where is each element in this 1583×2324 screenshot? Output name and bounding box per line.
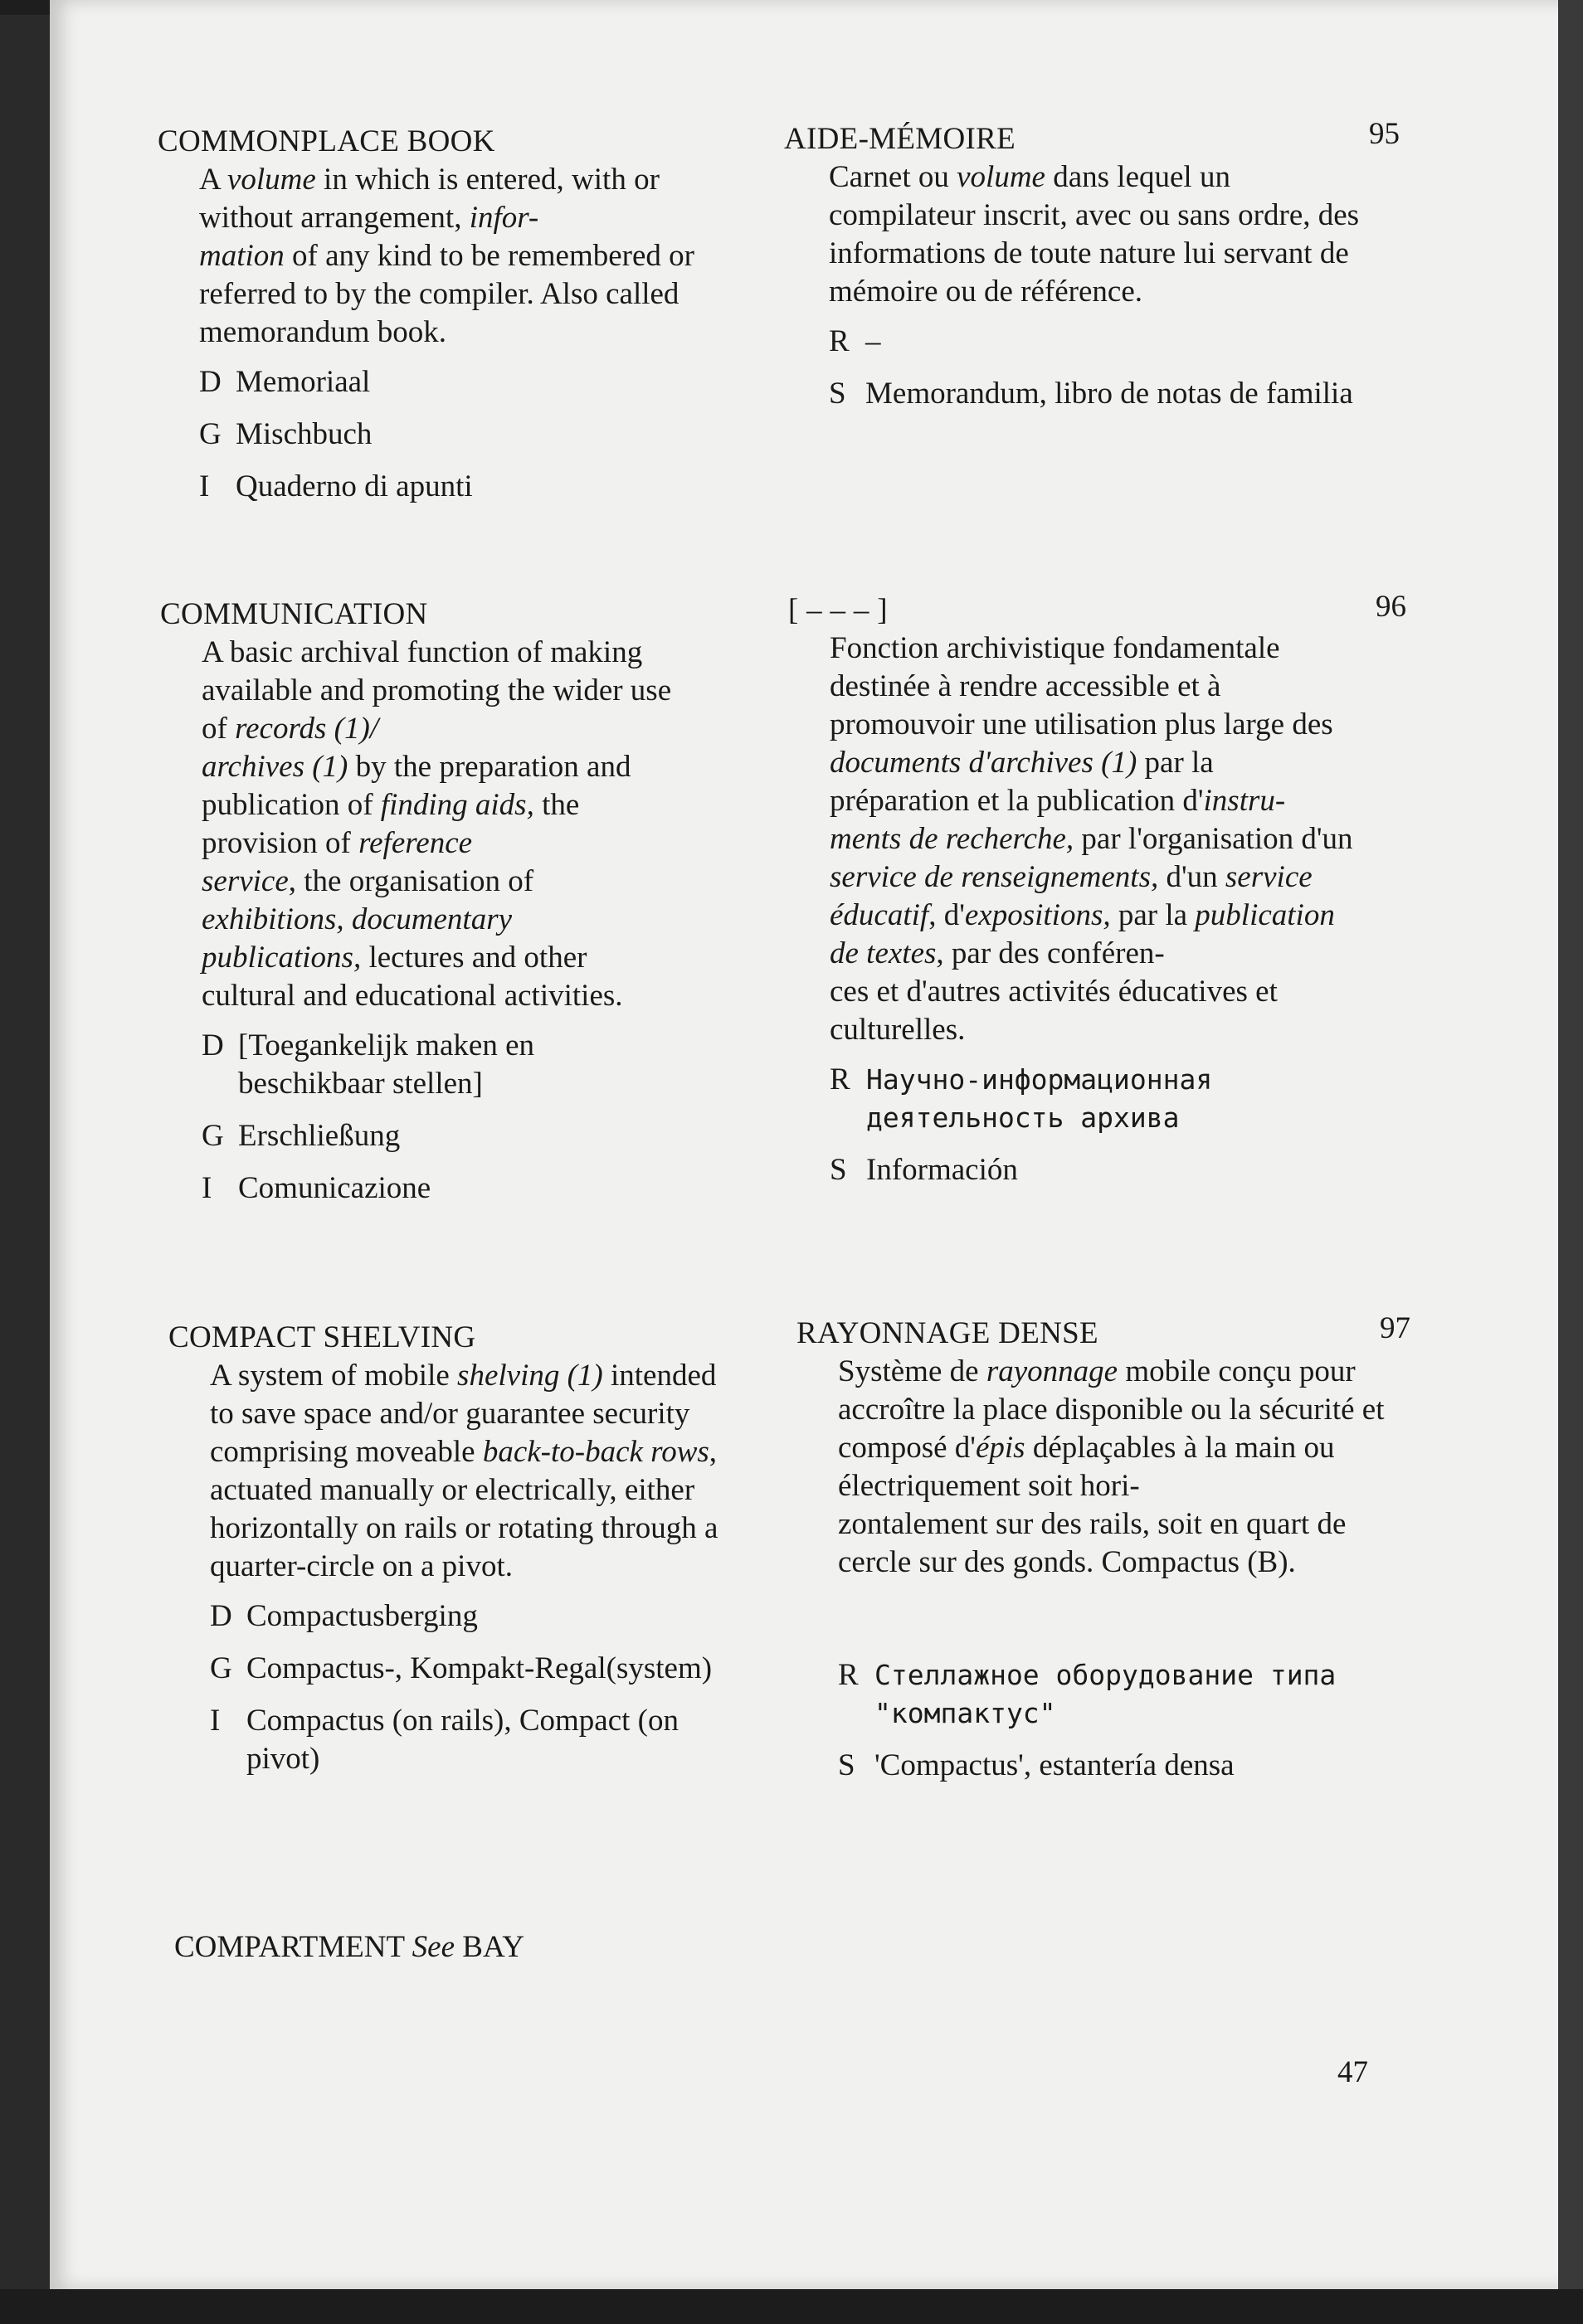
entry-95-french [784, 120, 1415, 427]
translation-text: Mischbuch [236, 417, 373, 451]
translations-communication-french [830, 1061, 1361, 1189]
translation-row [830, 1061, 1361, 1137]
entry-96-french [788, 591, 1419, 1203]
translation-text: – [865, 324, 881, 358]
headword-compact-shelving: COMPACT SHELVING [168, 1320, 476, 1354]
language-code: S [829, 377, 846, 411]
translation-row [199, 468, 738, 506]
cross-reference-target: BAY [462, 1930, 525, 1964]
dictionary-page [50, 0, 1566, 2289]
translation-row [830, 1151, 1361, 1189]
language-code: I [202, 1171, 212, 1205]
language-code: I [199, 469, 210, 503]
definition-aide-memoire: Carnet ou volume dans lequel un compilateur inscrit, avec ou sans ordre, des informations de toute nature lui servant de mémoire ou de référence. [829, 160, 1360, 309]
entry-number-97: 97 [1380, 1311, 1410, 1345]
translation-text: Comunicazione [238, 1171, 431, 1205]
translation-row [202, 1169, 683, 1208]
translations-commonplace-book [199, 363, 738, 506]
translation-text: Memoriaal [236, 365, 371, 399]
language-code: S [830, 1153, 847, 1187]
page-number: 47 [1337, 2055, 1368, 2089]
entry-number-96: 96 [1376, 590, 1406, 624]
entry-97-french [796, 1315, 1427, 1799]
language-code: G [199, 417, 222, 451]
translations-communication [202, 1027, 683, 1208]
scan-bottom-edge [0, 2289, 1583, 2324]
language-code: S [838, 1748, 855, 1782]
translation-row [210, 1597, 741, 1636]
language-code: D [210, 1599, 232, 1633]
language-code: R [838, 1658, 859, 1692]
translation-row [829, 323, 1360, 361]
headword-aide-memoire: AIDE-MÉMOIRE [784, 122, 1016, 156]
translation-text: Erschließung [238, 1119, 401, 1153]
headword-communication: COMMUNICATION [160, 597, 428, 631]
language-code: G [202, 1119, 224, 1153]
translation-row [838, 1656, 1386, 1733]
entry-96-english [160, 596, 791, 1222]
language-code: D [202, 1028, 224, 1062]
translation-text: Memorandum, libro de notas de familia [865, 377, 1353, 411]
translation-text: Información [866, 1153, 1018, 1187]
translation-row [829, 375, 1360, 413]
language-code: D [199, 365, 222, 399]
headword-commonplace-book: COMMONPLACE BOOK [158, 124, 495, 158]
translations-compact-shelving [210, 1597, 741, 1778]
definition-rayonnage-dense: Système de rayonnage mobile conçu pour accroître la place disponible ou la sécurité et composé d'épis déplaçables à la main ou électriquement soit hori- zontalement sur des rails, soit en quart de cercle sur des gonds. Compactus (B). [838, 1354, 1385, 1579]
translation-row [210, 1650, 741, 1688]
definition-compact-shelving: A system of mobile shelving (1) intended to save space and/or guarantee security comprising moveable back-to-back rows, actuated manually or electrically, either horizontally on rails or rotating through a quarter-circle on a pivot. [210, 1359, 718, 1583]
cross-reference-compartment [174, 1928, 524, 1967]
cross-reference-term: COMPARTMENT [174, 1930, 405, 1964]
language-code: G [210, 1651, 232, 1685]
translation-row [838, 1747, 1386, 1785]
translation-row [199, 363, 738, 401]
definition-communication-french: Fonction archivistique fondamentale destinée à rendre accessible et à promouvoir une utilisation plus large des documents d'archives (1) par la préparation et la publication d'instru- ments de recherche, par l'organisation d'un service de renseignements, d'un service éducatif, d'expositions, par la publication de textes, par des conféren- ces et d'autres activités éducatives et culturelles. [830, 631, 1353, 1047]
entry-97-english [168, 1319, 832, 1792]
language-code: R [829, 324, 850, 358]
entry-number-95: 95 [1369, 117, 1400, 151]
translation-row [210, 1702, 741, 1778]
translation-row [202, 1117, 683, 1155]
translation-text: [Toegankelijk maken en beschikbaar stellen] [238, 1028, 534, 1101]
translation-text: 'Compactus', estantería densa [874, 1748, 1235, 1782]
translation-text: Стеллажное оборудование типа "компактус" [874, 1659, 1337, 1729]
definition-commonplace-book: A volume in which is entered, with or without arrangement, infor- mation of any kind to be remembered or referred to by the compiler. Also called memorandum book. [199, 163, 694, 349]
language-code: I [210, 1704, 221, 1738]
translation-row [202, 1027, 683, 1103]
translation-row [199, 416, 738, 454]
headword-rayonnage-dense: RAYONNAGE DENSE [796, 1316, 1098, 1350]
scan-right-edge [1558, 0, 1583, 2324]
translation-text: Quaderno di apunti [236, 469, 473, 503]
translation-text: Compactusberging [246, 1599, 478, 1633]
translations-rayonnage-dense [838, 1656, 1386, 1785]
definition-communication: A basic archival function of making available and promoting the wider use of records (1)/ archives (1) by the preparation and publication of finding aids, the provision of reference service, the organisation of exhibitions, documentary publications, lectures and other cultural and educational activities. [202, 635, 672, 1013]
translations-aide-memoire [829, 323, 1360, 413]
entry-95-english [158, 123, 788, 520]
cross-reference-see: See [412, 1930, 455, 1964]
headword-french-96: [ – – – ] [788, 593, 888, 627]
translation-text: Compactus-, Kompakt-Regal(system) [246, 1651, 713, 1685]
language-code: R [830, 1062, 850, 1096]
translation-text: Научно-информационная деятельность архива [866, 1063, 1213, 1134]
translation-text: Compactus (on rails), Compact (on pivot) [246, 1704, 679, 1776]
